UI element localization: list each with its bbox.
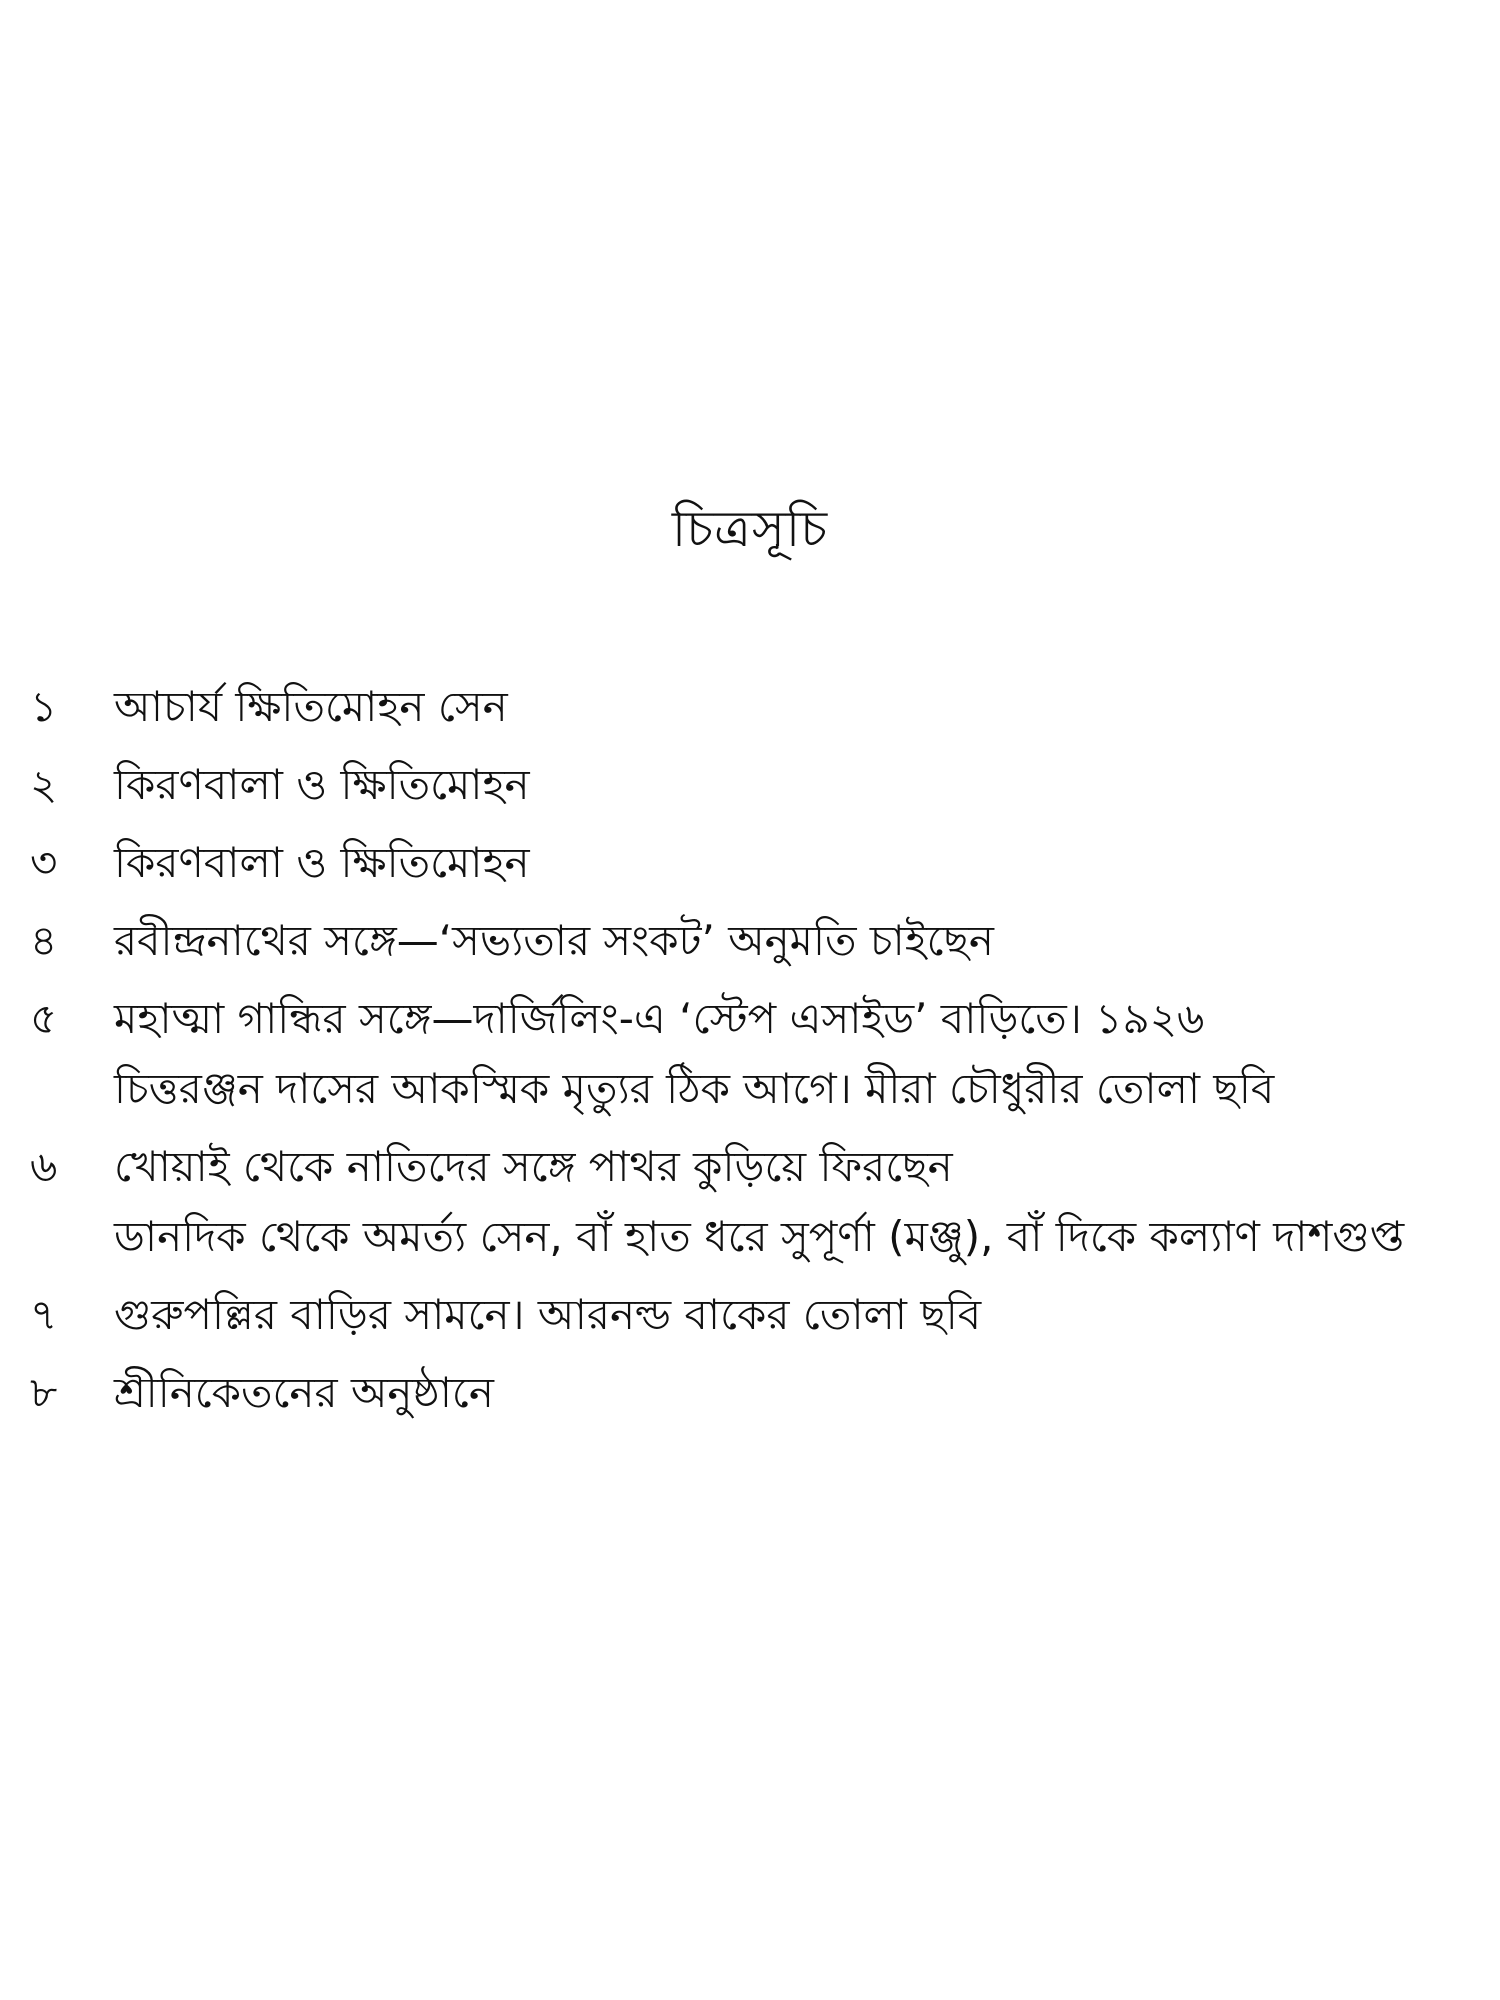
entry-caption: মহাত্মা গান্ধির সঙ্গে—দার্জিলিং-এ ‘স্টেপ এসাইড’ বাড়িতে। ১৯২৬: [114, 994, 1205, 1043]
entry-number: ৭: [30, 1290, 58, 1339]
list-item: [30, 906, 1470, 976]
list-item: [30, 984, 1470, 1124]
page-title: চিত্রসূচি: [671, 500, 829, 558]
entry-number: ৫: [30, 994, 58, 1043]
entry-caption: খোয়াই থেকে নাতিদের সঙ্গে পাথর কুড়িয়ে ফিরছেন: [114, 1142, 953, 1191]
entry-number: ১: [30, 682, 58, 731]
entry-caption: গুরুপল্লির বাড়ির সামনে। আরনল্ড বাকের তোলা ছবি: [114, 1290, 982, 1339]
list-item: [30, 828, 1470, 898]
entry-caption-detail: ডানদিক থেকে অমর্ত্য সেন, বাঁ হাত ধরে সুপূর্ণা (মঞ্জু), বাঁ দিকে কল্যাণ দাশগুপ্ত: [114, 1212, 1405, 1261]
entry-number: ৪: [30, 916, 58, 965]
list-item: [30, 750, 1470, 820]
entry-caption: কিরণবালা ও ক্ষিতিমোহন: [114, 760, 530, 809]
list-item: [30, 1358, 1470, 1428]
list-item: [30, 1132, 1470, 1272]
entry-caption: কিরণবালা ও ক্ষিতিমোহন: [114, 838, 530, 887]
entry-caption: শ্রীনিকেতনের অনুষ্ঠানে: [114, 1368, 494, 1417]
entry-number: ২: [30, 760, 58, 809]
entry-caption: আচার্য ক্ষিতিমোহন সেন: [114, 682, 508, 731]
entry-number: ৩: [30, 838, 58, 887]
entry-caption: রবীন্দ্রনাথের সঙ্গে—‘সভ্যতার সংকট’ অনুমতি চাইছেন: [114, 916, 994, 965]
entry-caption-detail: চিত্তরঞ্জন দাসের আকস্মিক মৃত্যুর ঠিক আগে। মীরা চৌধুরীর তোলা ছবি: [114, 1064, 1275, 1113]
entry-number: ৮: [30, 1368, 58, 1417]
entry-number: ৬: [30, 1142, 58, 1191]
illustration-list: [30, 672, 1470, 1436]
list-item: [30, 672, 1470, 742]
list-item: [30, 1280, 1470, 1350]
